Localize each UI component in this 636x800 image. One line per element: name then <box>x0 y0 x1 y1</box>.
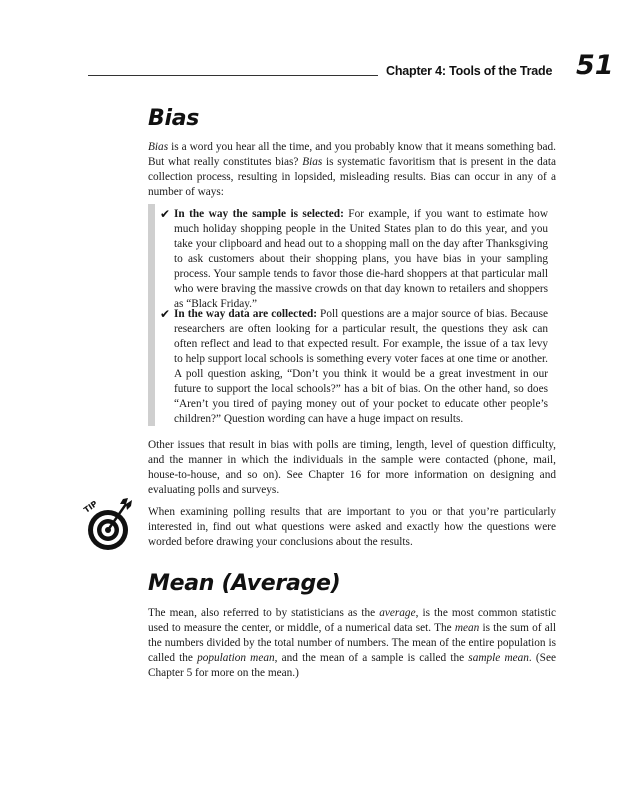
tip-target-icon <box>82 496 134 552</box>
chapter-title: Chapter 4: Tools of the Trade <box>386 64 553 78</box>
page-number: 51 <box>576 50 614 81</box>
other-issues-paragraph: Other issues that result in bias with polls are timing, length, level of question difficulty, and the manner in which the individuals in the sample were contacted (phone, mail, house-to-house, and so on). See Chapter 16 for more information on designing and evaluating polls and surveys. <box>148 439 556 496</box>
checkmark-icon: ✔ <box>160 207 171 221</box>
bias-term: Bias <box>148 141 169 153</box>
checkmark-icon: ✔ <box>160 307 171 321</box>
mean-heading: Mean (Average) <box>148 571 341 596</box>
bias-heading: Bias <box>148 106 200 131</box>
list-item: ✔ In the way the sample is selected: For example, if you want to estimate how much holiday shopping people in the United States plan to do this year, and you take your clipboard and head out to a shopping mall on the day after Thanksgiving to ask customers about their shopping plans, you have bias in your sampling process. Your sample tends to favor those die-hard shoppers at that particular mall who were braving the massive crowds on that day known to retailers and shoppers as “Black Friday.” <box>160 207 548 310</box>
list-item: ✔ In the way data are collected: Poll questions are a major source of bias. Because researchers are often looking for a particular result, the questions they ask can often reflect and lead to that expected result. For example, the issue of a tax levy to help support local schools is something every voter faces at one time or another. A poll question asking, “Don’t you think it would be a great investment in our future to support the local schools?” has a bit of bias. On the other hand, so does “Aren’t you tired of paying money out of your pocket to educate other people’s children?” Question wording can have a huge impact on results. <box>160 307 548 425</box>
tip-text: When examining polling results that are important to you or that you’re particularly interested in, find out what questions were asked and exactly how the questions were worded before drawing your conclusions about the results. <box>148 506 556 548</box>
header-rule <box>88 75 378 76</box>
mean-paragraph: The mean, also referred to by statisticians as the average, is the most common statistic used to measure the center, or middle, of a numerical data set. The mean is the sum of all the numbers divided by the total number of numbers. The mean of the entire population is called the population mean, and the mean of a sample is called the sample mean. (See Chapter 5 for more on the mean.) <box>148 607 556 679</box>
bullet-list-sidebar <box>148 204 155 426</box>
bias-intro-paragraph: Bias is a word you hear all the time, and you probably know that it means something bad. But what really constitutes bias? Bias is systematic favoritism that is present in the data collection process, resulting in lopsided, misleading results. Bias can occur in any of a number of ways: <box>148 141 557 198</box>
tip-icon-label: TIP <box>82 499 100 515</box>
